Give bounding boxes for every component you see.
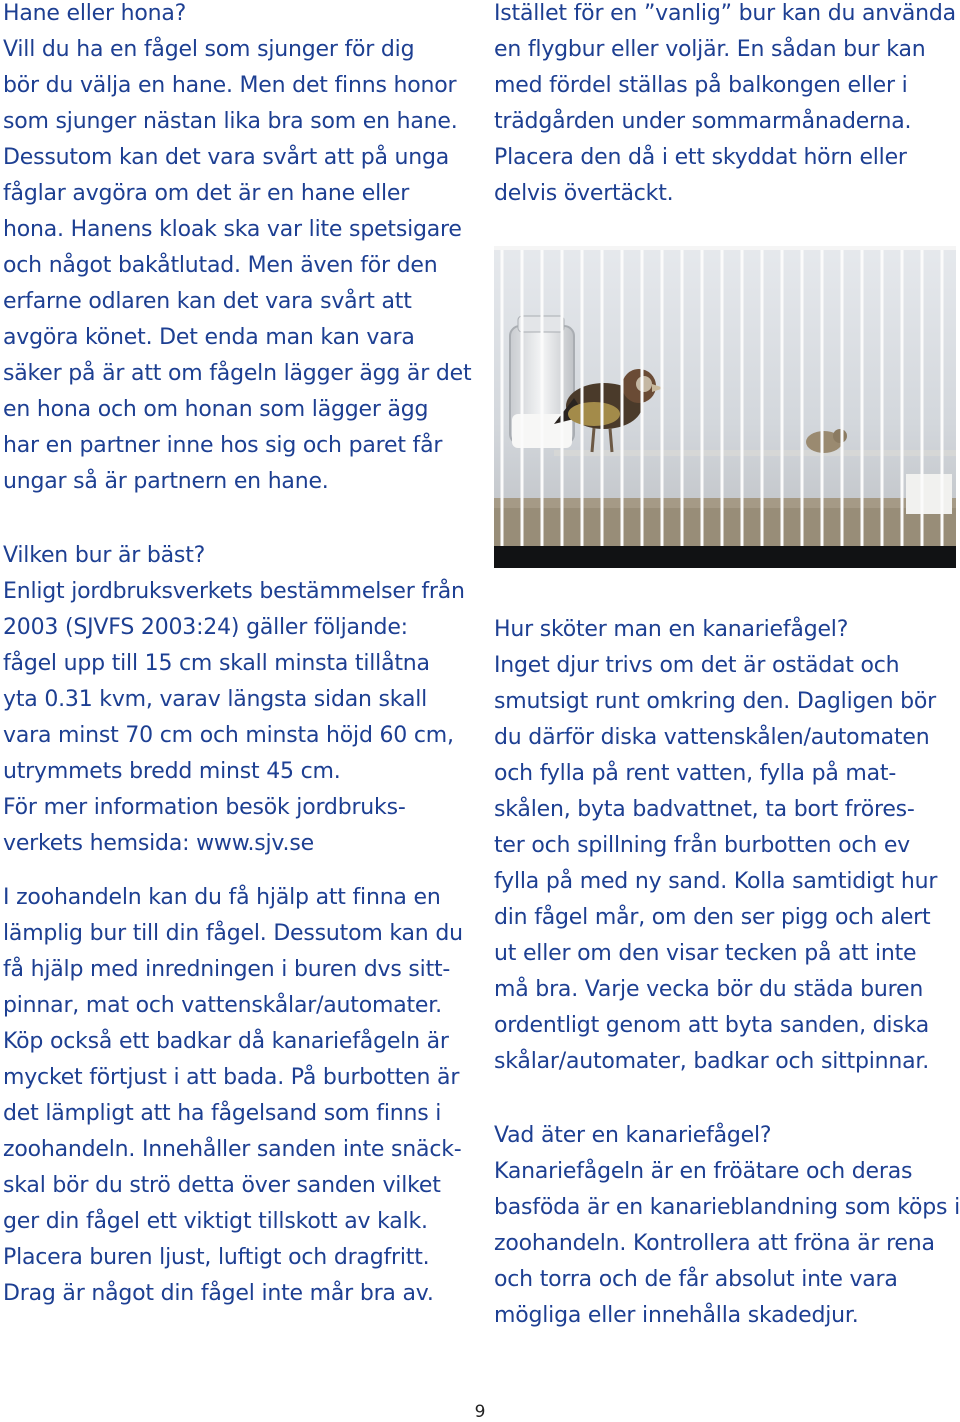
- text-line: För mer information besök jordbruks-: [3, 795, 406, 820]
- page-number: 9: [474, 1402, 486, 1422]
- text-line: mycket förtjust i att bada. På burbotten är: [3, 1065, 460, 1090]
- text-line: yta 0.31 kvm, varav längsta sidan skall: [3, 687, 428, 712]
- text-line: Inget djur trivs om det är ostädat och: [494, 653, 900, 678]
- text-line: må bra. Varje vecka bör du städa buren: [494, 977, 924, 1002]
- text-line: hona. Hanens kloak ska var lite spetsigare: [3, 217, 462, 242]
- section-heading-care: Hur sköter man en kanariefågel?: [494, 617, 849, 642]
- text-line: zoohandeln. Kontrollera att fröna är rena: [494, 1231, 935, 1256]
- text-line: smutsigt runt omkring den. Dagligen bör: [494, 689, 937, 714]
- text-line: ut eller om den visar tecken på att inte: [494, 941, 917, 966]
- text-line: skålen, byta badvattnet, ta bort fröres-: [494, 797, 915, 822]
- text-line: I zoohandeln kan du få hjälp att finna en: [3, 885, 441, 910]
- right-column-top: [494, 0, 956, 212]
- right-column: [494, 612, 960, 1334]
- section-heading-food: Vad äter en kanariefågel?: [494, 1123, 772, 1148]
- text-line: erfarne odlaren kan det vara svårt att: [3, 289, 412, 314]
- text-line: fåglar avgöra om det är en hane eller: [3, 181, 410, 206]
- text-line: en hona och om honan som lägger ägg: [3, 397, 429, 422]
- text-line: skal bör du strö detta över sanden vilket: [3, 1173, 441, 1198]
- text-line: du därför diska vattenskålen/automaten: [494, 725, 930, 750]
- text-line: och torra och de får absolut inte vara: [494, 1267, 898, 1292]
- section-heading-sex: Hane eller hona?: [3, 1, 187, 26]
- text-line: få hjälp med inredningen i buren dvs sitt-: [3, 957, 451, 982]
- bird-in-cage-illustration: [494, 246, 956, 568]
- text-line: ger din fågel ett viktigt tillskott av kalk.: [3, 1209, 428, 1234]
- text-line: fågel upp till 15 cm skall minsta tillåtna: [3, 651, 430, 676]
- text-line: Placera buren ljust, luftigt och dragfritt.: [3, 1245, 430, 1270]
- text-line: en flygbur eller voljär. En sådan bur kan: [494, 37, 926, 62]
- text-line: och något bakåtlutad. Men även för den: [3, 253, 438, 278]
- text-line: säker på är att om fågeln lägger ägg är det: [3, 361, 472, 386]
- text-line: fylla på med ny sand. Kolla samtidigt hur: [494, 869, 938, 894]
- text-line: som sjunger nästan lika bra som en hane.: [3, 109, 458, 134]
- text-line: ordentligt genom att byta sanden, diska: [494, 1013, 930, 1038]
- text-line: 2003 (SJVFS 2003:24) gäller följande:: [3, 615, 408, 640]
- text-line: avgöra könet. Det enda man kan vara: [3, 325, 415, 350]
- bird-cage-photo: [494, 246, 956, 568]
- text-line: ungar så är partnern en hane.: [3, 469, 329, 494]
- text-line: lämplig bur till din fågel. Dessutom kan du: [3, 921, 463, 946]
- text-line: ter och spillning från burbotten och ev: [494, 833, 910, 858]
- text-line: har en partner inne hos sig och paret får: [3, 433, 443, 458]
- text-line: Enligt jordbruksverkets bestämmelser från: [3, 579, 465, 604]
- text-line: skålar/automater, badkar och sittpinnar.: [494, 1049, 930, 1074]
- text-line: din fågel mår, om den ser pigg och alert: [494, 905, 931, 930]
- text-line: mögliga eller innehålla skadedjur.: [494, 1303, 859, 1328]
- text-line: Köp också ett badkar då kanariefågeln är: [3, 1029, 449, 1054]
- text-line: med fördel ställas på balkongen eller i: [494, 73, 908, 98]
- left-column: [3, 0, 473, 1312]
- text-line: Kanariefågeln är en fröätare och deras: [494, 1159, 913, 1184]
- text-line: bör du välja en hane. Men det finns honor: [3, 73, 457, 98]
- text-line: Placera den då i ett skyddat hörn eller: [494, 145, 907, 170]
- text-line: Istället för en ”vanlig” bur kan du använda: [494, 1, 956, 26]
- text-line: vara minst 70 cm och minsta höjd 60 cm,: [3, 723, 454, 748]
- text-line: Vill du ha en fågel som sjunger för dig: [3, 37, 415, 62]
- text-line: basföda är en kanarieblandning som köps i: [494, 1195, 960, 1220]
- text-line: Drag är något din fågel inte mår bra av.: [3, 1281, 434, 1306]
- text-line: det lämpligt att ha fågelsand som finns i: [3, 1101, 442, 1126]
- section-heading-cage: Vilken bur är bäst?: [3, 543, 206, 568]
- text-line: Dessutom kan det vara svårt att på unga: [3, 145, 450, 170]
- text-line: trädgården under sommarmånaderna.: [494, 109, 912, 134]
- text-line: och fylla på rent vatten, fylla på mat-: [494, 761, 897, 786]
- text-line: pinnar, mat och vattenskålar/automater.: [3, 993, 442, 1018]
- text-line: delvis övertäckt.: [494, 181, 674, 206]
- text-line: zoohandeln. Innehåller sanden inte snäck-: [3, 1137, 462, 1162]
- text-line: utrymmets bredd minst 45 cm.: [3, 759, 341, 784]
- text-line: verkets hemsida: www.sjv.se: [3, 831, 314, 856]
